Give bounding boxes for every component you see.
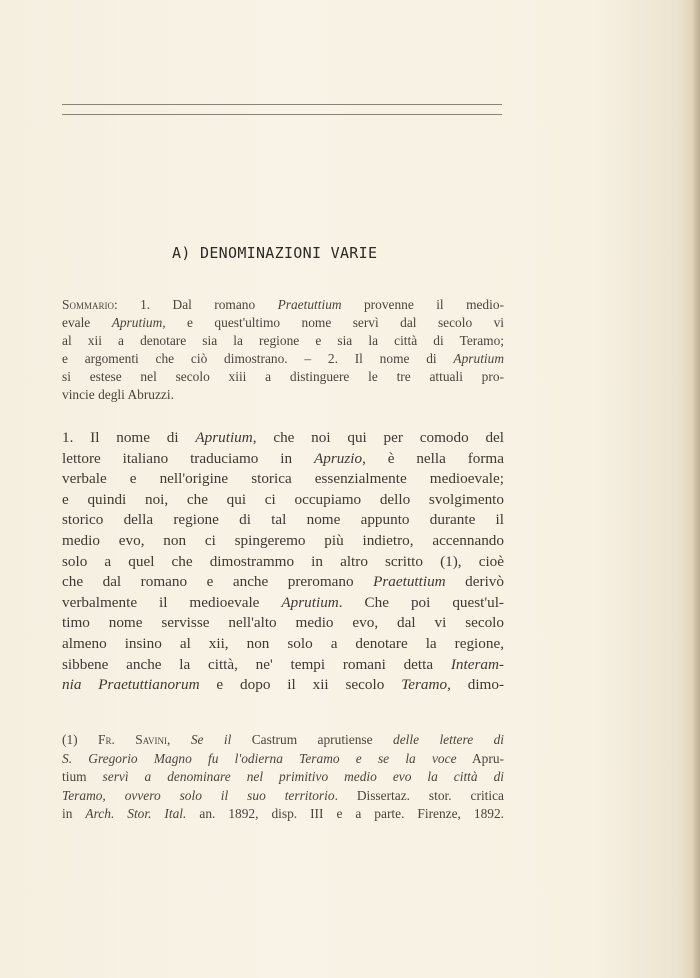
top-rule-lower [62,114,502,115]
summary-line: vincie degli Abruzzi. [62,387,174,402]
body-line: verbale e nell'origine storica essenzialmente medioevale; [62,470,504,488]
footnote-line: Teramo, ovvero solo il suo territorio. Dissertaz. stor. critica [62,787,504,803]
page-gutter-shadow [692,0,700,978]
body-line: storico della regione di tal nome appunto durante il [62,511,504,529]
body-line: solo a quel che dimostrammo in altro scritto (1), cioè [62,552,504,570]
summary-block [62,296,504,404]
body-line: lettore italiano traduciamo in Apruzio, è nella forma [62,449,504,467]
body-line: nia Praetuttianorum e dopo il xii secolo Teramo, dimo- [62,676,505,694]
summary-line: al xii a denotare sia la regione e sia la città di Teramo; [62,333,504,348]
footnote-line: in Arch. Stor. Ital. an. 1892, disp. III e a parte. Firenze, 1892. [62,806,505,821]
footnote [62,731,504,824]
body-line: che dal romano e anche preromano Praetuttium derivò [62,573,504,591]
footnote-line: tium servì a denominare nel primitivo medio evo la città di [62,769,504,784]
summary-line: evale Aprutium, e quest'ultimo nome servì dal secolo vi [62,315,505,330]
body-line: e quindi noi, che qui ci occupiamo dello svolgimento [62,490,504,508]
summary-line: Sommario: 1. Dal romano Praetuttium provenne il medio- [62,297,504,312]
body-line: almeno insino al xii, non solo a denotare la regione, [62,634,504,652]
summary-line: e argomenti che ciò dimostrano. – 2. Il nome di Aprutium [62,351,504,366]
footnote-author: Fr. Savini [98,732,168,747]
top-rule-upper [62,104,502,105]
body-line: 1. Il nome di Aprutium, che noi qui per comodo del [62,429,504,446]
body-line: timo nome servisse nell'alto medio evo, dal vi secolo [62,614,504,632]
footnote-line: S. Gregorio Magno fu l'odierna Teramo e se la voce Apru- [62,750,504,766]
body-line: verbalmente il medioevale Aprutium. Che poi quest'ul- [62,593,504,611]
summary-line: si estese nel secolo xiii a distinguere le tre attuali pro- [62,369,504,384]
footnote-line: (1) Fr. Savini, Se il Castrum aprutiense delle lettere di [62,732,504,747]
summary-label: Sommario: [62,297,118,312]
body-paragraph [62,428,504,696]
body-line: sibbene anche la città, ne' tempi romani detta Interam- [62,655,504,673]
section-heading: A) DENOMINAZIONI VARIE [172,244,378,262]
body-line: medio evo, non ci spingeremo più indietro, accennando [62,531,504,549]
